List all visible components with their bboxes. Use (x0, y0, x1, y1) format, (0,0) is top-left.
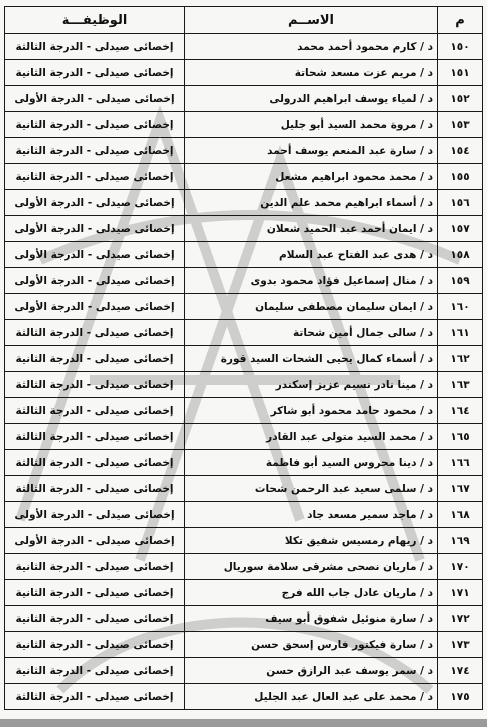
employee-name: د / دينا محروس السيد أبو فاطمة (185, 450, 438, 476)
row-number: ١٥٤ (438, 138, 483, 164)
table-row (5, 34, 483, 60)
job-title: إخصائى صيدلى - الدرجة الثالثة (5, 424, 185, 450)
row-number: ١٥٦ (438, 190, 483, 216)
job-title: إخصائى صيدلى - الدرجة الأولى (5, 86, 185, 112)
table-row (5, 606, 483, 632)
employee-name: د / سارة فيكتور فارس إسحق حسن (185, 632, 438, 658)
employee-name: د / سارة منوئيل شفوق أبو سيف (185, 606, 438, 632)
table-row (5, 164, 483, 190)
job-title: إخصائى صيدلى - الدرجة الثانية (5, 632, 185, 658)
row-number: ١٥٣ (438, 112, 483, 138)
row-number: ١٦٥ (438, 424, 483, 450)
employee-name: د / ايمان أحمد عبد الحميد شعلان (185, 216, 438, 242)
row-number: ١٥٨ (438, 242, 483, 268)
job-title: إخصائى صيدلى - الدرجة الثالثة (5, 684, 185, 710)
employee-name: د / هدى عبد الفتاح عبد السلام (185, 242, 438, 268)
table-row (5, 112, 483, 138)
job-title: إخصائى صيدلى - الدرجة الأولى (5, 528, 185, 554)
row-number: ١٥٠ (438, 34, 483, 60)
job-title: إخصائى صيدلى - الدرجة الأولى (5, 190, 185, 216)
page-bottom-edge (0, 719, 487, 727)
table-row (5, 138, 483, 164)
table-row (5, 632, 483, 658)
row-number: ١٥١ (438, 60, 483, 86)
job-title: إخصائى صيدلى - الدرجة الثانية (5, 658, 185, 684)
row-number: ١٧٥ (438, 684, 483, 710)
job-title: إخصائى صيدلى - الدرجة الثانية (5, 164, 185, 190)
row-number: ١٦٢ (438, 346, 483, 372)
table-row (5, 216, 483, 242)
employee-name: د / ماريان نصحى مشرقى سلامة سوريال (185, 554, 438, 580)
employee-name: د / سالى جمال أمين شحاتة (185, 320, 438, 346)
employee-name: د / ريهام رمسيس شفيق تكلا (185, 528, 438, 554)
table-row (5, 528, 483, 554)
employee-name: د / سمر يوسف عبد الرازق حسن (185, 658, 438, 684)
job-title: إخصائى صيدلى - الدرجة الثالثة (5, 320, 185, 346)
row-number: ١٥٧ (438, 216, 483, 242)
row-number: ١٦٠ (438, 294, 483, 320)
job-title: إخصائى صيدلى - الدرجة الثانية (5, 138, 185, 164)
job-title: إخصائى صيدلى - الدرجة الأولى (5, 242, 185, 268)
employee-name: د / مينا نادر نسيم عزيز إسكندر (185, 372, 438, 398)
row-number: ١٧٠ (438, 554, 483, 580)
row-number: ١٥٥ (438, 164, 483, 190)
employee-name: د / ماريان عادل جاب الله فرج (185, 580, 438, 606)
job-title: إخصائى صيدلى - الدرجة الأولى (5, 268, 185, 294)
row-number: ١٦٨ (438, 502, 483, 528)
job-title: إخصائى صيدلى - الدرجة الثانية (5, 112, 185, 138)
row-number: ١٧٢ (438, 606, 483, 632)
job-title: إخصائى صيدلى - الدرجة الثانية (5, 580, 185, 606)
table-row (5, 190, 483, 216)
table-row (5, 294, 483, 320)
row-number: ١٧٣ (438, 632, 483, 658)
row-number: ١٥٢ (438, 86, 483, 112)
table-row (5, 268, 483, 294)
row-number: ١٥٩ (438, 268, 483, 294)
row-number: ١٧١ (438, 580, 483, 606)
job-title: إخصائى صيدلى - الدرجة الثانية (5, 554, 185, 580)
job-title: إخصائى صيدلى - الدرجة الثالثة (5, 476, 185, 502)
employee-name: د / مروة محمد السيد أبو جليل (185, 112, 438, 138)
employee-name: د / ماجد سمير مسعد جاد (185, 502, 438, 528)
job-title: إخصائى صيدلى - الدرجة الثالثة (5, 450, 185, 476)
job-title: إخصائى صيدلى - الدرجة الثانية (5, 346, 185, 372)
employee-name: د / منال إسماعيل فؤاد محمود بدوى (185, 268, 438, 294)
employee-name: د / أسماء ابراهيم محمد علم الدين (185, 190, 438, 216)
row-number: ١٧٤ (438, 658, 483, 684)
job-title: إخصائى صيدلى - الدرجة الثانية (5, 60, 185, 86)
table-row (5, 372, 483, 398)
employee-name: د / مريم عزت مسعد شحاتة (185, 60, 438, 86)
table-row (5, 554, 483, 580)
employee-name: د / ايمان سليمان مصطفى سليمان (185, 294, 438, 320)
job-title: إخصائى صيدلى - الدرجة الثالثة (5, 398, 185, 424)
employee-name: د / سارة عبد المنعم يوسف أحمد (185, 138, 438, 164)
table-row (5, 580, 483, 606)
table-row (5, 60, 483, 86)
employee-name: د / لمياء يوسف ابراهيم الدرولى (185, 86, 438, 112)
job-title: إخصائى صيدلى - الدرجة الأولى (5, 216, 185, 242)
job-title: إخصائى صيدلى - الدرجة الثالثة (5, 34, 185, 60)
row-number: ١٦٩ (438, 528, 483, 554)
employee-name: د / سلمى سعيد عبد الرحمن شحات (185, 476, 438, 502)
table-header-row (5, 7, 483, 34)
column-header-num: م (438, 7, 483, 34)
table-row (5, 320, 483, 346)
job-title: إخصائى صيدلى - الدرجة الأولى (5, 294, 185, 320)
table-row (5, 476, 483, 502)
job-title: إخصائى صيدلى - الدرجة الأولى (5, 502, 185, 528)
table-row (5, 86, 483, 112)
employee-name: د / محمد محمود ابراهيم مشعل (185, 164, 438, 190)
staff-table (4, 6, 483, 710)
employee-name: د / محمود حامد محمود أبو شاكر (185, 398, 438, 424)
job-title: إخصائى صيدلى - الدرجة الثانية (5, 606, 185, 632)
table-row (5, 502, 483, 528)
employee-name: د / محمد على عبد العال عبد الجليل (185, 684, 438, 710)
row-number: ١٦٧ (438, 476, 483, 502)
table-row (5, 658, 483, 684)
employee-name: د / كارم محمود أحمد محمد (185, 34, 438, 60)
table-row (5, 242, 483, 268)
job-title: إخصائى صيدلى - الدرجة الثالثة (5, 372, 185, 398)
employee-name: د / أسماء كمال يحيى الشحات السيد قورة (185, 346, 438, 372)
row-number: ١٦٣ (438, 372, 483, 398)
table-row (5, 450, 483, 476)
row-number: ١٦١ (438, 320, 483, 346)
table-row (5, 398, 483, 424)
row-number: ١٦٤ (438, 398, 483, 424)
table-row (5, 424, 483, 450)
column-header-name: الاســم (185, 7, 438, 34)
row-number: ١٦٦ (438, 450, 483, 476)
table-row (5, 684, 483, 710)
table-row (5, 346, 483, 372)
employee-name: د / محمد السيد متولى عبد القادر (185, 424, 438, 450)
column-header-job: الوظيفـــة (5, 7, 185, 34)
